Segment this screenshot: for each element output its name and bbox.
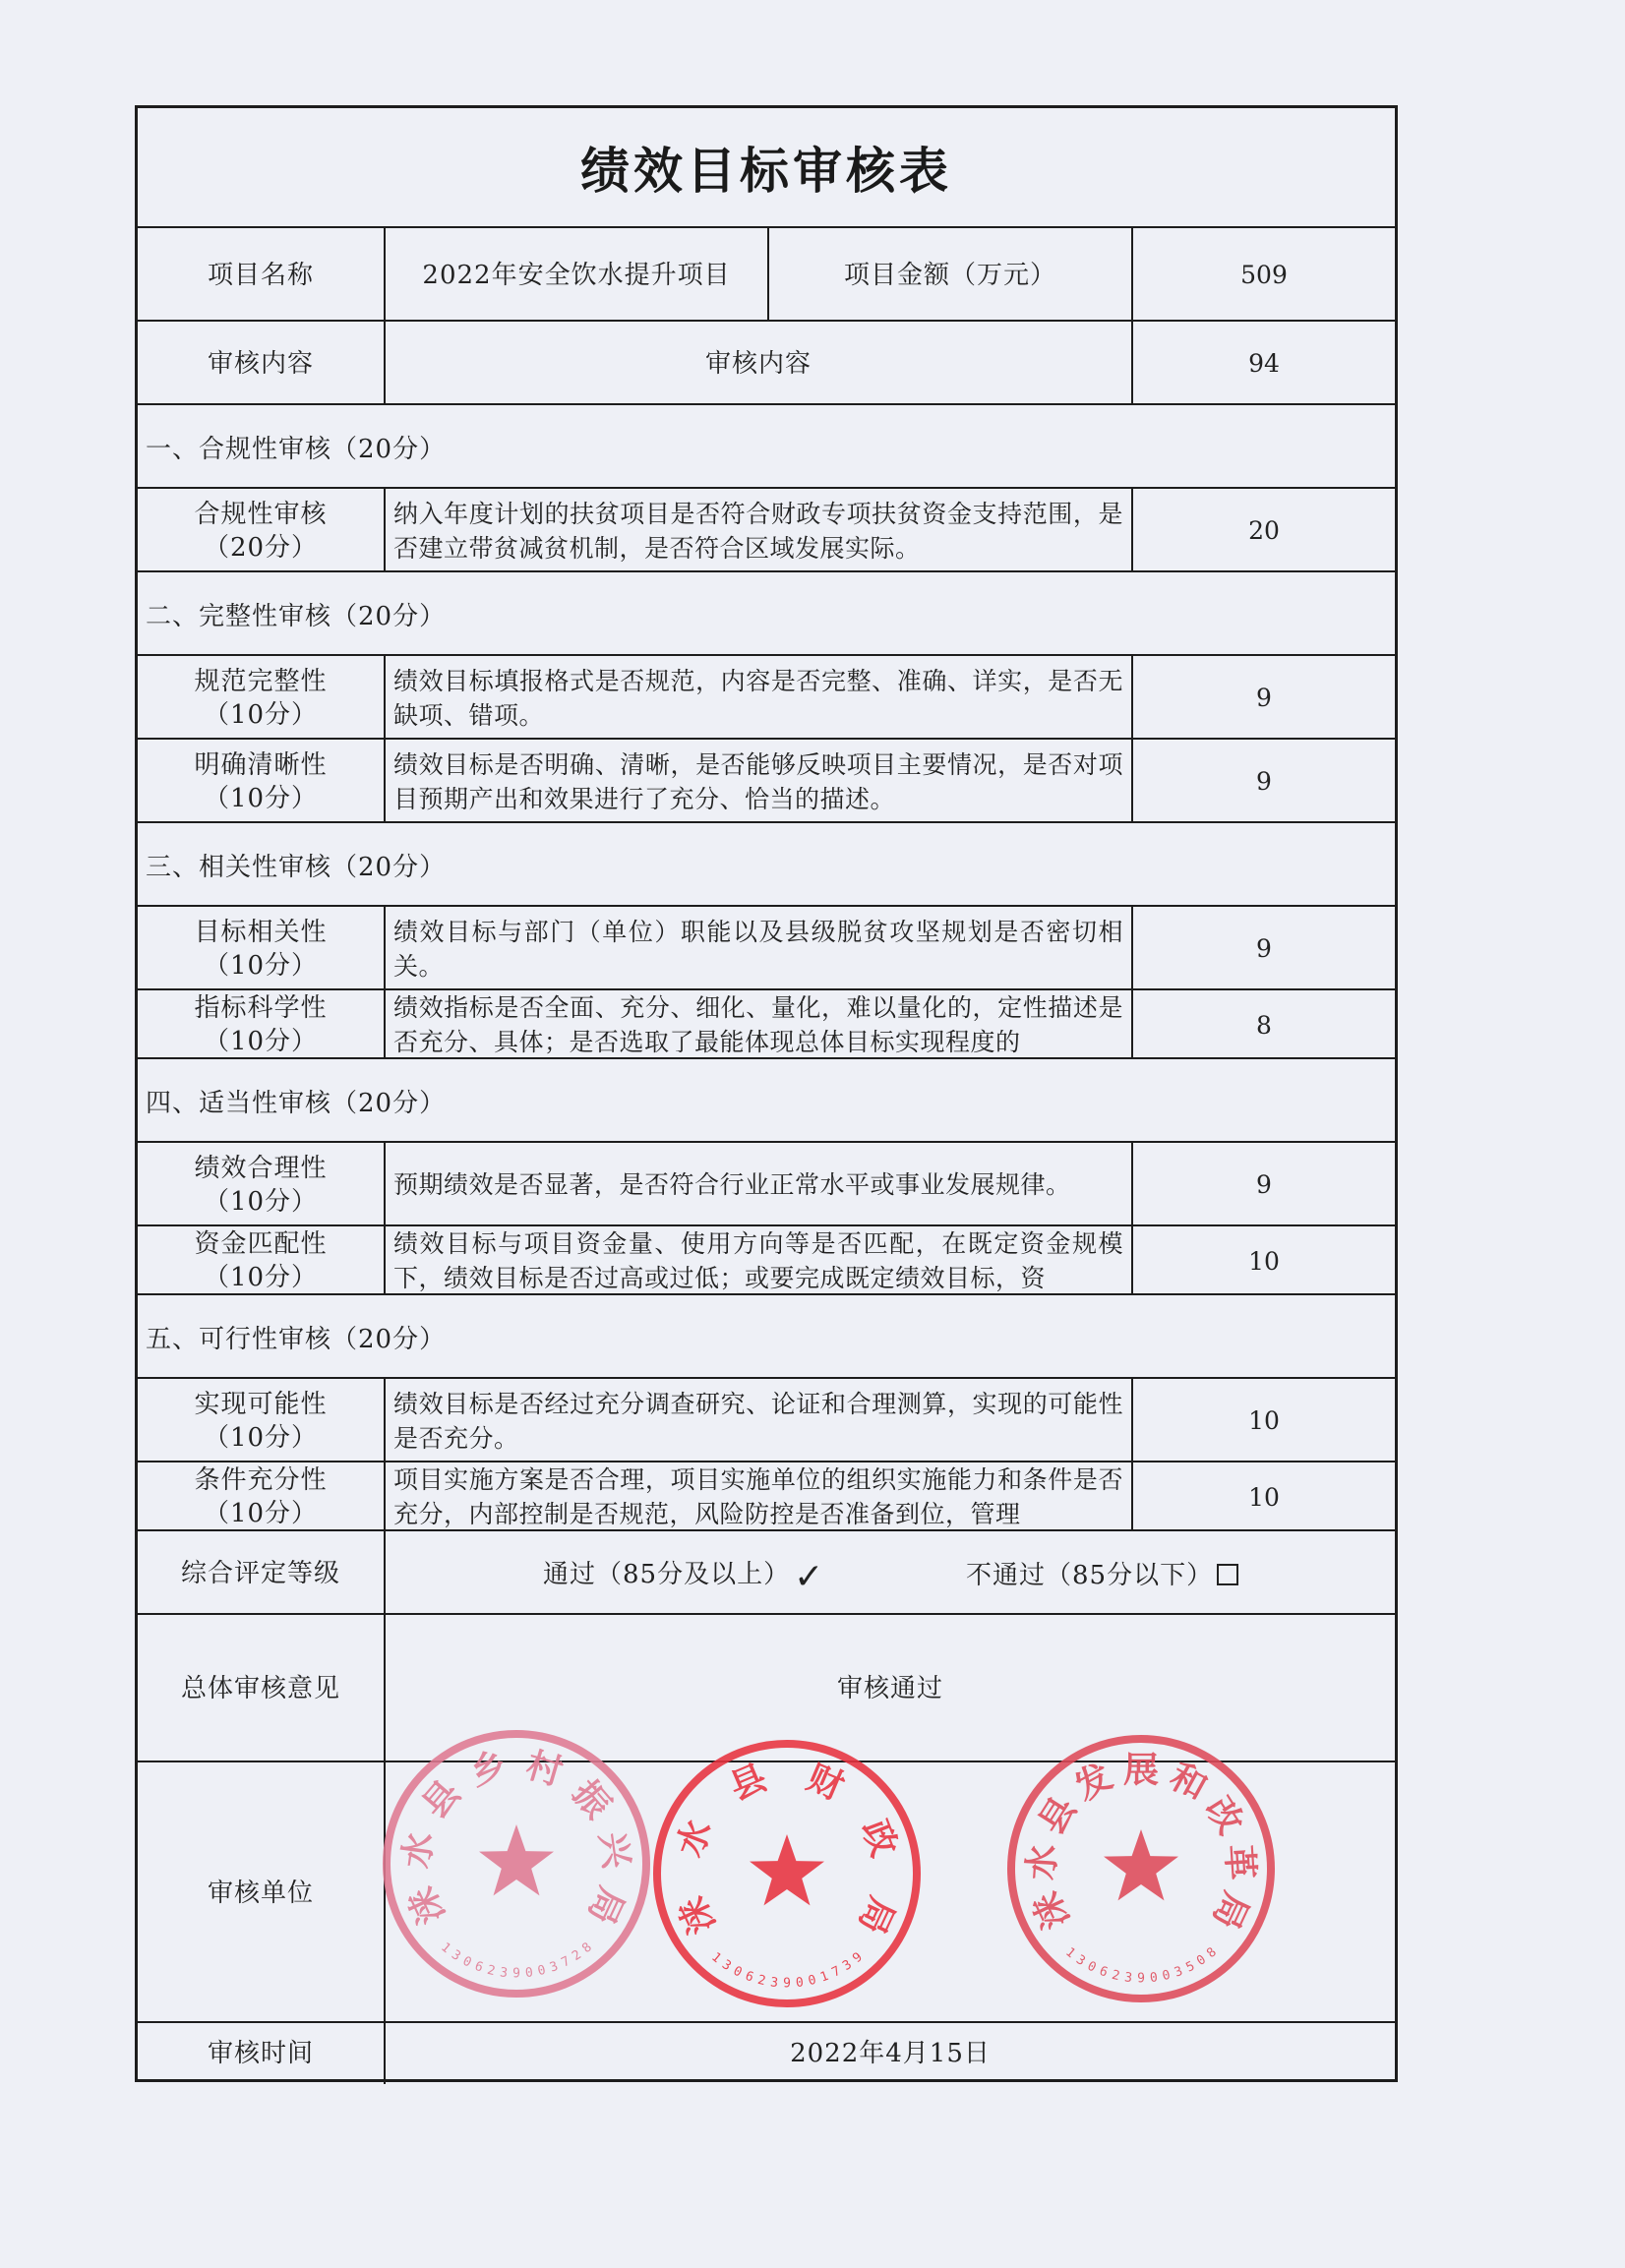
- criterion-title: 资金匹配性: [194, 1229, 328, 1259]
- criterion-name: [138, 1379, 384, 1462]
- svg-text:0: 0: [1161, 1967, 1173, 1985]
- criterion-name: [138, 1226, 384, 1295]
- svg-text:7: 7: [559, 1953, 573, 1971]
- criterion-score: 9: [1131, 1143, 1395, 1226]
- svg-text:9: 9: [850, 1949, 866, 1967]
- criterion-title: 绩效合理性: [194, 1153, 328, 1183]
- svg-text:0: 0: [459, 1953, 474, 1971]
- svg-text:水: 水: [396, 1829, 442, 1871]
- criterion-description: 纳入年度计划的扶贫项目是否符合财政专项扶贫资金支持范围，是否建立带贫减贫机制，是否符合区域发展实际。: [384, 489, 1131, 572]
- project-name-value: 2022年安全饮水提升项目: [384, 228, 767, 322]
- project-row: [138, 226, 1395, 322]
- review-header-label: 审核内容: [207, 348, 314, 379]
- criterion-row: [138, 1141, 1395, 1226]
- section-header: [138, 1293, 1395, 1379]
- grade-row: [138, 1529, 1395, 1615]
- section-title: 一、合规性审核（20分）: [146, 435, 447, 464]
- svg-text:7: 7: [829, 1963, 844, 1981]
- criterion-title: 指标科学性: [194, 993, 328, 1023]
- criterion-score: 20: [1131, 489, 1395, 572]
- check-mark-icon[interactable]: ✓: [794, 1557, 825, 1597]
- svg-text:9: 9: [1137, 1971, 1145, 1987]
- svg-text:局: 局: [850, 1890, 902, 1940]
- criterion-score: 9: [1131, 656, 1395, 740]
- svg-text:6: 6: [1097, 1963, 1110, 1981]
- checkbox-icon[interactable]: [1217, 1564, 1238, 1585]
- criterion-name: [138, 1462, 384, 1531]
- title-row: [138, 108, 1395, 226]
- criterion-description: 绩效目标是否明确、清晰，是否能够反映项目主要情况，是否对项目预期产出和效果进行了充分、恰当的描述。: [384, 740, 1131, 823]
- grade-options: [384, 1531, 1395, 1615]
- opinion-value: 审核通过: [384, 1615, 1395, 1762]
- review-header-content: 审核内容: [384, 322, 1131, 405]
- criterion-title: 目标相关性: [194, 917, 328, 947]
- seal-rural-revitalization-bureau: [379, 1726, 654, 2001]
- date-value: 2022年4月15日: [384, 2023, 1395, 2084]
- svg-text:3: 3: [1173, 1963, 1185, 1981]
- svg-text:水: 水: [1021, 1843, 1064, 1881]
- svg-text:2: 2: [1110, 1967, 1121, 1985]
- criterion-description: 预期绩效是否显著，是否符合行业正常水平或事业发展规律。: [384, 1143, 1131, 1226]
- criterion-description: 项目实施方案是否合理，项目实施单位的组织实施能力和条件是否充分，内部控制是否规范，风险防控是否准备到位，管理: [384, 1462, 1131, 1531]
- svg-text:0: 0: [807, 1972, 818, 1990]
- criterion-name: [138, 489, 384, 572]
- criterion-score: 10: [1131, 1379, 1395, 1462]
- seal-development-reform-bureau: [1003, 1731, 1279, 2006]
- criterion-points: （10分）: [203, 950, 319, 981]
- svg-text:9: 9: [783, 1976, 791, 1992]
- criterion-description: 绩效目标与项目资金量、使用方向等是否匹配，在既定资金规模下，绩效目标是否过高或过低；或要完成既定绩效目标，资: [384, 1226, 1131, 1295]
- criterion-points: （10分）: [203, 1186, 319, 1217]
- grade-pass-text: 通过（85分及以上）: [543, 1560, 791, 1589]
- grade-pass-option[interactable]: [543, 1554, 825, 1597]
- criterion-points: （20分）: [203, 532, 319, 563]
- svg-text:发: 发: [1068, 1756, 1119, 1809]
- svg-text:振: 振: [564, 1772, 619, 1826]
- svg-text:8: 8: [1204, 1944, 1220, 1962]
- date-label: 审核时间: [207, 2039, 314, 2068]
- svg-text:财: 财: [801, 1757, 850, 1809]
- units-label: 审核单位: [207, 1878, 314, 1908]
- criterion-description: 绩效目标填报格式是否规范，内容是否完整、准确、详实，是否无缺项、错项。: [384, 656, 1131, 740]
- criterion-row: [138, 487, 1395, 572]
- svg-text:1: 1: [438, 1940, 453, 1957]
- svg-text:2: 2: [755, 1972, 767, 1990]
- svg-text:1: 1: [708, 1949, 724, 1967]
- criterion-score: 9: [1131, 740, 1395, 823]
- criterion-row: [138, 1461, 1395, 1531]
- svg-text:0: 0: [1084, 1958, 1099, 1976]
- svg-text:3: 3: [449, 1947, 463, 1965]
- criterion-name: [138, 907, 384, 990]
- svg-text:2: 2: [570, 1947, 584, 1965]
- svg-text:局: 局: [1204, 1885, 1256, 1936]
- svg-text:0: 0: [730, 1963, 745, 1981]
- criterion-row: [138, 1377, 1395, 1462]
- svg-text:9: 9: [512, 1966, 520, 1982]
- criterion-score: 10: [1131, 1462, 1395, 1531]
- criterion-title: 合规性审核: [194, 499, 328, 529]
- svg-text:改: 改: [1197, 1790, 1251, 1842]
- svg-text:乡: 乡: [465, 1745, 512, 1794]
- svg-text:6: 6: [743, 1968, 755, 1986]
- project-amount-label: 项目金额（万元）: [767, 228, 1131, 322]
- svg-text:6: 6: [472, 1958, 485, 1976]
- grade-fail-option[interactable]: [966, 1555, 1238, 1591]
- criterion-description: 绩效目标是否经过充分调查研究、论证和合理测算，实现的可能性是否充分。: [384, 1379, 1131, 1462]
- review-total-score: 94: [1131, 322, 1395, 405]
- svg-text:3: 3: [548, 1958, 561, 1976]
- criterion-points: （10分）: [203, 1027, 319, 1056]
- criterion-score: 8: [1131, 990, 1395, 1059]
- criterion-description: 绩效目标与部门（单位）职能以及县级脱贫攻坚规划是否密切相关。: [384, 907, 1131, 990]
- svg-text:8: 8: [579, 1940, 595, 1957]
- project-amount-value: 509: [1131, 228, 1395, 322]
- criterion-row: [138, 654, 1395, 740]
- criterion-name: [138, 740, 384, 823]
- section-title: 五、可行性审核（20分）: [146, 1325, 447, 1354]
- criterion-name: [138, 990, 384, 1059]
- svg-text:涞: 涞: [1026, 1885, 1078, 1936]
- criterion-description: 绩效指标是否全面、充分、细化、量化，难以量化的，定性描述是否充分、具体；是否选取了最能体现总体目标实现程度的: [384, 990, 1131, 1059]
- project-name-label: 项目名称: [207, 260, 314, 290]
- criterion-row: [138, 905, 1395, 990]
- svg-text:1: 1: [818, 1968, 831, 1986]
- svg-text:3: 3: [840, 1957, 855, 1975]
- svg-text:0: 0: [795, 1975, 805, 1992]
- section-title: 二、完整性审核（20分）: [146, 602, 447, 631]
- svg-text:0: 0: [536, 1962, 548, 1980]
- svg-text:局: 局: [579, 1880, 632, 1931]
- criterion-row: [138, 738, 1395, 823]
- criterion-points: （10分）: [203, 1422, 319, 1453]
- svg-text:兴: 兴: [591, 1829, 636, 1871]
- grade-label: 综合评定等级: [180, 1558, 340, 1588]
- criterion-points: （10分）: [203, 1499, 319, 1528]
- svg-text:和: 和: [1163, 1756, 1214, 1809]
- criterion-score: 9: [1131, 907, 1395, 990]
- criterion-score: 10: [1131, 1226, 1395, 1295]
- criterion-title: 条件充分性: [194, 1465, 328, 1495]
- svg-text:水: 水: [670, 1815, 721, 1863]
- svg-text:涞: 涞: [672, 1890, 724, 1940]
- svg-text:0: 0: [1149, 1970, 1159, 1987]
- criterion-name: [138, 656, 384, 740]
- section-header: [138, 570, 1395, 656]
- date-row: [138, 2021, 1395, 2084]
- criterion-points: （10分）: [203, 699, 319, 730]
- section-header: [138, 821, 1395, 907]
- svg-text:3: 3: [1073, 1952, 1088, 1970]
- criterion-row: [138, 1224, 1395, 1295]
- svg-text:3: 3: [769, 1975, 779, 1992]
- svg-text:3: 3: [499, 1965, 509, 1982]
- form-title: 绩效目标审核表: [580, 142, 952, 200]
- svg-text:涞: 涞: [401, 1880, 453, 1931]
- criterion-title: 明确清晰性: [194, 749, 328, 780]
- svg-text:县: 县: [1031, 1790, 1085, 1842]
- review-header-row: [138, 320, 1395, 405]
- svg-text:县: 县: [724, 1757, 773, 1809]
- svg-text:0: 0: [524, 1965, 534, 1982]
- criterion-title: 实现可能性: [194, 1389, 328, 1419]
- svg-text:3: 3: [719, 1957, 734, 1975]
- svg-text:县: 县: [414, 1772, 469, 1826]
- section-title: 三、相关性审核（20分）: [146, 853, 447, 882]
- svg-text:政: 政: [853, 1815, 904, 1863]
- criterion-row: [138, 988, 1395, 1059]
- criterion-title: 规范完整性: [194, 666, 328, 696]
- svg-text:0: 0: [1194, 1952, 1209, 1970]
- opinion-label: 总体审核意见: [180, 1674, 340, 1703]
- grade-fail-text: 不通过（85分以下）: [966, 1561, 1214, 1590]
- criterion-points: （10分）: [203, 1263, 319, 1292]
- svg-text:1: 1: [1062, 1944, 1078, 1962]
- section-header: [138, 403, 1395, 489]
- section-title: 四、适当性审核（20分）: [146, 1089, 447, 1118]
- criterion-name: [138, 1143, 384, 1226]
- seal-finance-bureau: [649, 1736, 925, 2011]
- section-header: [138, 1057, 1395, 1143]
- svg-text:展: 展: [1122, 1750, 1160, 1791]
- svg-text:3: 3: [1123, 1970, 1133, 1987]
- svg-text:5: 5: [1183, 1958, 1198, 1976]
- svg-text:2: 2: [485, 1962, 497, 1980]
- svg-text:革: 革: [1218, 1843, 1261, 1881]
- criterion-points: （10分）: [203, 783, 319, 813]
- svg-text:村: 村: [521, 1745, 568, 1794]
